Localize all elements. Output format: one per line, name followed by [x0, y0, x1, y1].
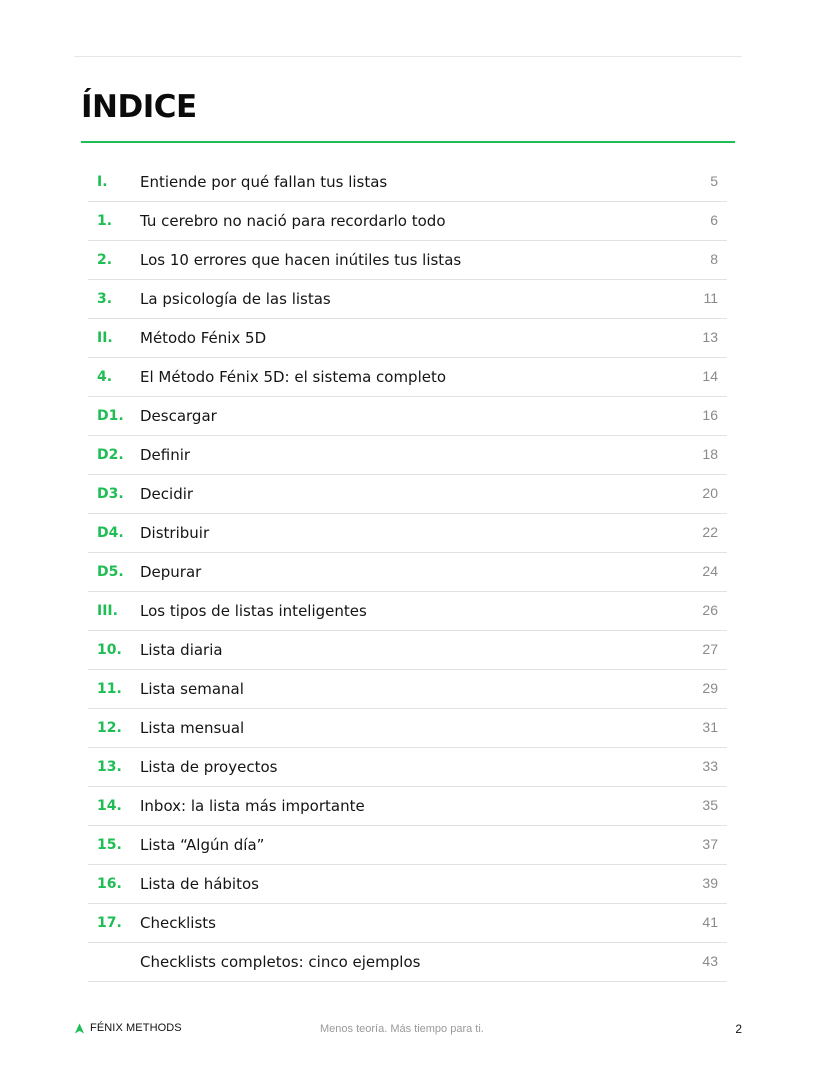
- toc-entry[interactable]: [88, 163, 727, 202]
- toc-entry-title: Método Fénix 5D: [140, 329, 267, 347]
- toc-entry[interactable]: [88, 514, 727, 553]
- toc-entry-page: 29: [702, 680, 718, 696]
- toc-entry-number: D2.: [97, 447, 124, 463]
- toc-entry-title: El Método Fénix 5D: el sistema completo: [140, 368, 447, 386]
- toc-entry-number: 17.: [97, 915, 122, 931]
- toc-entry-number: 3.: [97, 291, 113, 307]
- toc-entry-page: 18: [702, 446, 718, 462]
- page-footer: [74, 1020, 742, 1038]
- toc-entry-title: Lista de proyectos: [140, 758, 278, 776]
- toc-entry-number: D4.: [97, 525, 124, 541]
- toc-entry-number: 14.: [97, 798, 122, 814]
- toc-entry-page: 6: [710, 212, 718, 228]
- toc-entry-page: 5: [710, 173, 718, 189]
- toc-entry-page: 11: [703, 290, 718, 306]
- toc-entry-title: Lista diaria: [140, 641, 223, 659]
- toc-entry[interactable]: [88, 358, 727, 397]
- toc-entry[interactable]: [88, 202, 727, 241]
- toc-entry-page: 13: [702, 329, 718, 345]
- page-title: ÍNDICE: [81, 89, 197, 125]
- toc-entry[interactable]: [88, 787, 727, 826]
- title-underline: [81, 141, 735, 143]
- toc-entry-title: Los tipos de listas inteligentes: [140, 602, 367, 620]
- toc-entry-title: Depurar: [140, 563, 202, 581]
- toc-entry-title: Descargar: [140, 407, 217, 425]
- toc-entry-number: 1.: [97, 213, 113, 229]
- toc-entry-page: 37: [702, 836, 718, 852]
- page-number: 2: [735, 1022, 742, 1036]
- toc-entry-page: 24: [702, 563, 718, 579]
- toc-entry-title: Checklists completos: cinco ejemplos: [140, 953, 421, 971]
- toc-entry-number: D1.: [97, 408, 124, 424]
- phoenix-icon: [74, 1023, 85, 1034]
- toc-entry-title: Definir: [140, 446, 191, 464]
- toc-entry-page: 14: [702, 368, 718, 384]
- toc-entry-title: Entiende por qué fallan tus listas: [140, 173, 388, 191]
- toc-entry[interactable]: [88, 631, 727, 670]
- toc-entry-number: 10.: [97, 642, 122, 658]
- toc-entry[interactable]: [88, 475, 727, 514]
- toc-entry-page: 22: [702, 524, 718, 540]
- toc-entry[interactable]: [88, 943, 727, 982]
- toc-entry[interactable]: [88, 709, 727, 748]
- toc-entry[interactable]: [88, 670, 727, 709]
- toc-entry[interactable]: [88, 904, 727, 943]
- toc-entry-title: Lista semanal: [140, 680, 244, 698]
- toc-entry-number: 15.: [97, 837, 122, 853]
- toc-entry-number: 12.: [97, 720, 122, 736]
- toc-entry-page: 41: [702, 914, 718, 930]
- toc-entry-page: 33: [702, 758, 718, 774]
- toc-entry[interactable]: [88, 280, 727, 319]
- toc-entry[interactable]: [88, 748, 727, 787]
- toc-entry-title: Distribuir: [140, 524, 210, 542]
- toc-entry-number: 11.: [97, 681, 122, 697]
- toc-entry[interactable]: [88, 397, 727, 436]
- toc-entry-title: Lista de hábitos: [140, 875, 259, 893]
- toc-entry-title: La psicología de las listas: [140, 290, 331, 308]
- toc-entry-page: 8: [710, 251, 718, 267]
- toc-entry-number: 2.: [97, 252, 113, 268]
- toc-entry-number: II.: [97, 330, 113, 346]
- brand-name: FÉNIX METHODS: [90, 1022, 182, 1034]
- toc-entry-title: Decidir: [140, 485, 194, 503]
- toc-entry-page: 35: [702, 797, 718, 813]
- table-of-contents: [88, 163, 727, 982]
- toc-entry[interactable]: [88, 865, 727, 904]
- toc-entry-title: Checklists: [140, 914, 216, 932]
- toc-entry[interactable]: [88, 319, 727, 358]
- toc-entry[interactable]: [88, 826, 727, 865]
- toc-entry[interactable]: [88, 553, 727, 592]
- toc-entry-number: 16.: [97, 876, 122, 892]
- top-divider: [74, 56, 742, 57]
- footer-tagline: Menos teoría. Más tiempo para ti.: [320, 1023, 484, 1035]
- toc-entry[interactable]: [88, 592, 727, 631]
- toc-entry-title: Inbox: la lista más importante: [140, 797, 365, 815]
- toc-entry-number: D3.: [97, 486, 124, 502]
- toc-entry-title: Los 10 errores que hacen inútiles tus listas: [140, 251, 462, 269]
- toc-entry-title: Lista “Algún día”: [140, 836, 265, 854]
- toc-entry-page: 27: [702, 641, 718, 657]
- toc-entry-number: 4.: [97, 369, 113, 385]
- toc-entry-page: 16: [702, 407, 718, 423]
- toc-entry-number: D5.: [97, 564, 124, 580]
- toc-entry-page: 20: [702, 485, 718, 501]
- toc-entry[interactable]: [88, 436, 727, 475]
- toc-entry-number: I.: [97, 174, 108, 190]
- toc-entry-number: III.: [97, 603, 118, 619]
- toc-entry-page: 39: [702, 875, 718, 891]
- toc-entry-page: 43: [702, 953, 718, 969]
- toc-entry-title: Lista mensual: [140, 719, 245, 737]
- toc-entry-page: 31: [702, 719, 718, 735]
- toc-entry[interactable]: [88, 241, 727, 280]
- footer-brand: [74, 1022, 182, 1034]
- toc-entry-title: Tu cerebro no nació para recordarlo todo: [140, 212, 446, 230]
- toc-entry-number: 13.: [97, 759, 122, 775]
- toc-entry-page: 26: [702, 602, 718, 618]
